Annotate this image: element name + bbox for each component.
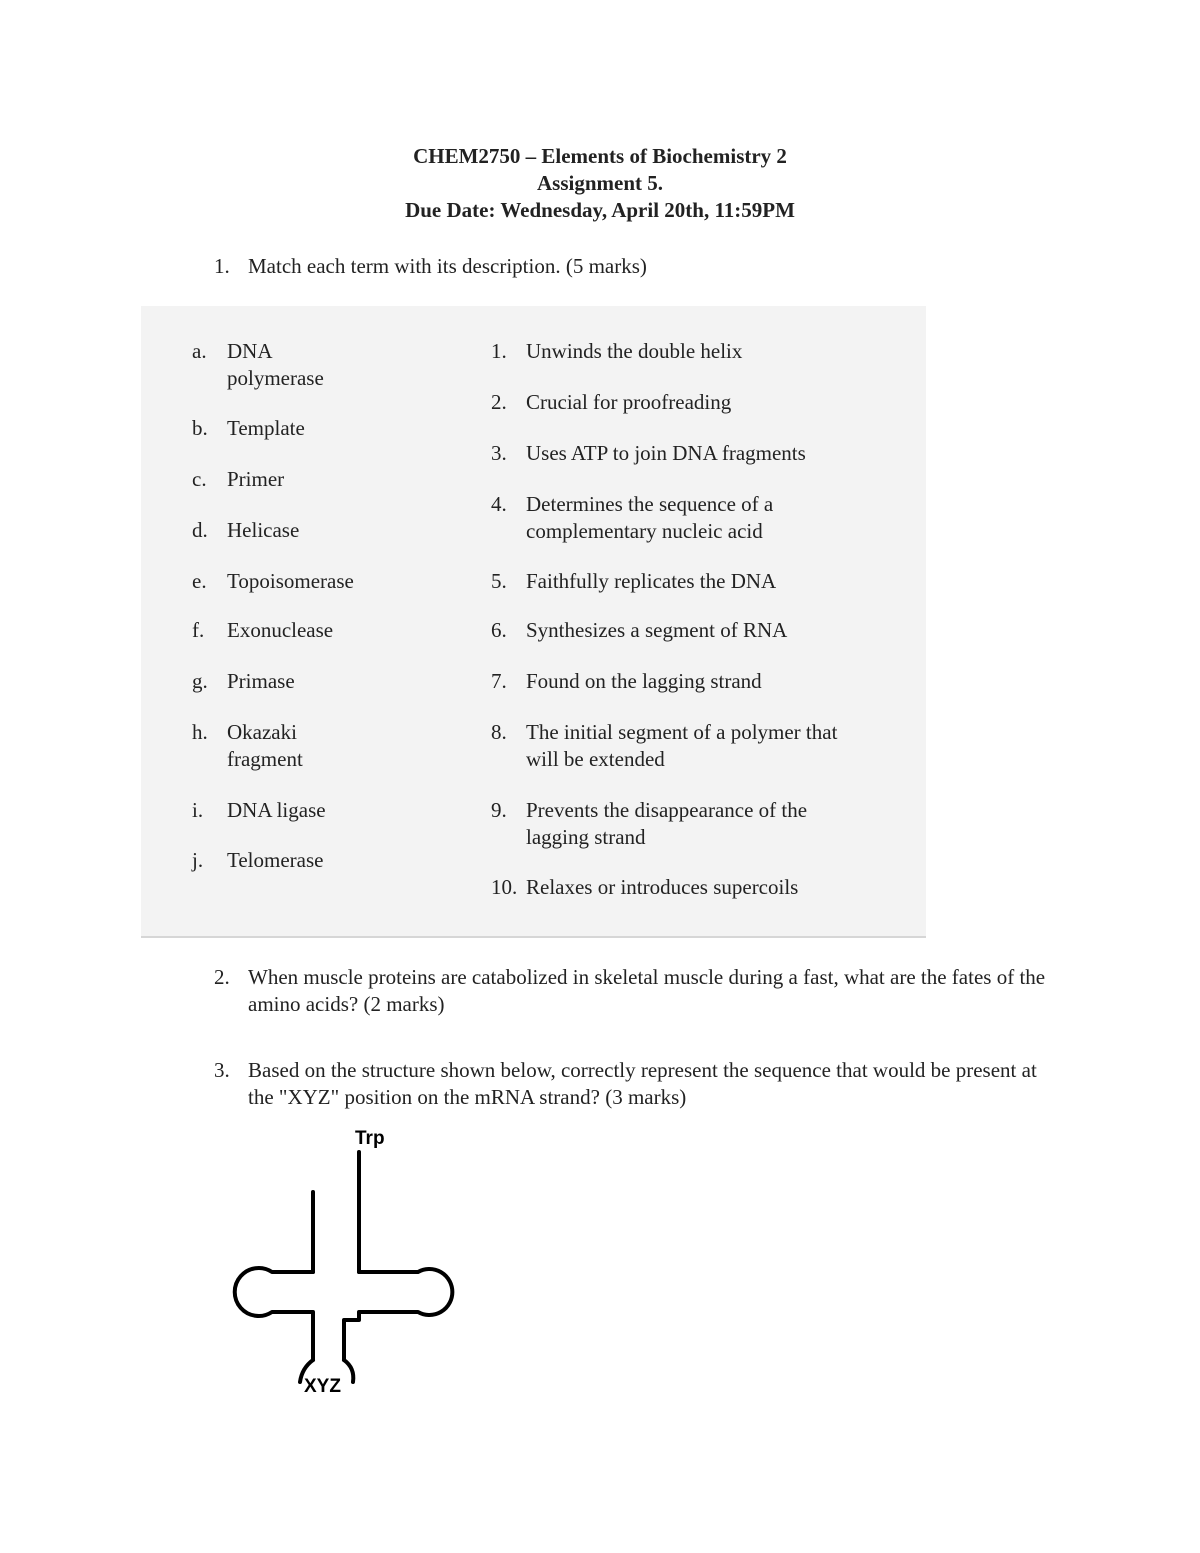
description-number: 7.: [491, 669, 507, 693]
course-title: CHEM2750 – Elements of Biochemistry 2: [413, 144, 787, 168]
term-label: d.: [192, 518, 208, 542]
question-number: 1.: [214, 254, 230, 278]
term-label: g.: [192, 669, 208, 693]
term-label: i.: [192, 798, 204, 822]
description-text: The initial segment of a polymer that will be extended: [526, 720, 838, 771]
question-number: 3.: [214, 1058, 230, 1082]
description-number: 3.: [491, 441, 507, 465]
description-text: Relaxes or introduces supercoils: [526, 875, 799, 899]
description-number: 4.: [491, 492, 507, 516]
term-label: b.: [192, 416, 208, 440]
description-number: 8.: [491, 720, 507, 744]
description-number: 1.: [491, 339, 507, 363]
term-text: Primer: [227, 467, 285, 491]
anticodon-loop-right: [344, 1360, 353, 1382]
term-text: DNA polymerase: [227, 339, 324, 390]
term-label: j.: [192, 848, 204, 872]
term-text: Template: [227, 416, 305, 440]
description-text: Found on the lagging strand: [526, 669, 762, 693]
description-text: Prevents the disappearance of the lagging strand: [526, 798, 808, 849]
description-number: 5.: [491, 569, 507, 593]
term-text: Okazaki fragment: [227, 720, 303, 771]
term-label: f.: [192, 618, 205, 642]
matching-table: [141, 306, 926, 938]
description-number: 6.: [491, 618, 507, 642]
term-text: DNA ligase: [227, 798, 326, 822]
right-arm: [344, 1269, 452, 1360]
trna-diagram: [210, 1120, 470, 1410]
anticodon-label: XYZ: [304, 1376, 341, 1397]
assignment-title: Assignment 5.: [536, 171, 663, 195]
description-text: Determines the sequence of a complementary nucleic acid: [526, 492, 774, 543]
question-text: Match each term with its description. (5 marks): [248, 254, 647, 278]
term-text: Helicase: [227, 518, 300, 542]
term-text: Topoisomerase: [227, 569, 354, 593]
left-arm: [235, 1268, 313, 1360]
term-text: Telomerase: [227, 848, 324, 872]
description-text: Crucial for proofreading: [526, 390, 732, 414]
amino-acid-label: Trp: [355, 1128, 385, 1149]
description-number: 9.: [491, 798, 507, 822]
question-text: When muscle proteins are catabolized in skeletal muscle during a fast, what are the fates of the amino acids? (2 marks): [248, 965, 1046, 1016]
question-number: 2.: [214, 965, 230, 989]
term-text: Exonuclease: [227, 618, 334, 642]
description-text: Synthesizes a segment of RNA: [526, 618, 788, 642]
description-text: Uses ATP to join DNA fragments: [526, 441, 806, 465]
term-label: e.: [192, 569, 207, 593]
due-date: Due Date: Wednesday, April 20th, 11:59PM: [405, 198, 795, 222]
term-text: Primase: [227, 669, 295, 693]
term-label: c.: [192, 467, 207, 491]
question-text: Based on the structure shown below, correctly represent the sequence that would be present at the "XYZ" position on the mRNA strand? (3 marks): [248, 1058, 1037, 1109]
term-label: a.: [192, 339, 207, 363]
description-text: Faithfully replicates the DNA: [526, 569, 777, 593]
term-label: h.: [192, 720, 208, 744]
description-text: Unwinds the double helix: [526, 339, 743, 363]
description-number: 10.: [491, 875, 518, 899]
description-number: 2.: [491, 390, 507, 414]
